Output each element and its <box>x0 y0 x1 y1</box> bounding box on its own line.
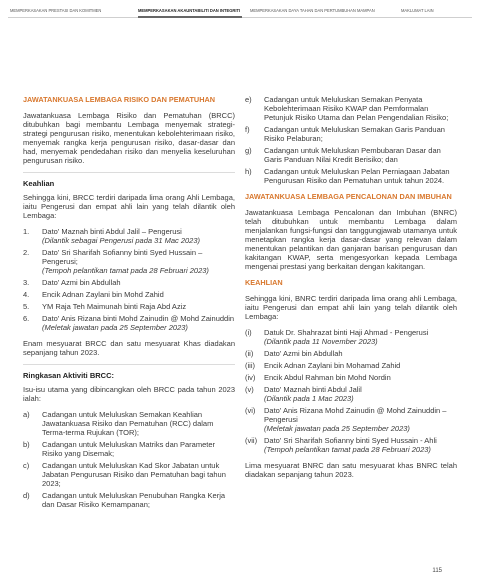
aktiviti-intro: Isu-isu utama yang dibincangkan oleh BRCC pada tahun 2023 ialah: <box>23 385 235 403</box>
nav-item-akauntabiliti[interactable]: MEMPERKASAKAN AKAUNTABILITI DAN INTEGRITI <box>138 8 241 13</box>
nav-item-maklumat-lain[interactable]: MAKLUMAT LAIN <box>401 8 434 13</box>
bnrc-meetings: Lima mesyuarat BNRC dan satu mesyuarat khas BNRC telah diadakan sepanjang tahun 2023. <box>245 461 457 479</box>
divider <box>23 172 235 173</box>
brcc-meetings: Enam mesyuarat BRCC dan satu mesyuarat Khas diadakan sepanjang tahun 2023. <box>23 339 235 357</box>
keahlian-heading: Keahlian <box>23 179 55 188</box>
section-heading-bnrc: JAWATANKUASA LEMBAGA PENCALONAN DAN IMBUHAN <box>245 192 452 201</box>
list-item: (vi) Dato' Anis Rizana Mohd Zainudin @ Mohd Zainuddin – Pengerusi (Meletak jawatan pada 25 September 2023) <box>245 406 447 433</box>
list-item: g) Cadangan untuk Meluluskan Pembubaran Dasar dan Garis Panduan Nilai Kredit Berisiko; dan <box>245 146 441 164</box>
aktiviti-heading: Ringkasan Aktiviti BRCC: <box>23 371 114 380</box>
list-item: 4. Encik Adnan Zaylani bin Mohd Zahid <box>23 290 164 299</box>
list-item: (vii) Dato' Sri Sharifah Sofianny binti Syed Hussain - Ahli (Tempoh pelantikan tamat pada 28 Februari 2023) <box>245 436 437 454</box>
list-item: h) Cadangan untuk Meluluskan Pelan Perniagaan Jabatan Pengurusan Risiko dan Pematuhan untuk tahun 2024. <box>245 167 450 185</box>
bnrc-keahlian-heading: KEAHLIAN <box>245 278 283 287</box>
page-number: 115 <box>432 568 442 574</box>
nav-item-prestasi[interactable]: MEMPERKASAKAN PRESTASI DAN KOMITMEN <box>10 8 102 13</box>
brcc-activity-list <box>23 410 235 509</box>
list-item: a) Cadangan untuk Meluluskan Semakan Keahlian Jawatankuasa Risiko dan Pematuhan (RCC) dalam Terma-terma Rujukan (TOR); <box>23 410 214 437</box>
brcc-member-list <box>23 227 235 332</box>
list-item: 2. Dato' Sri Sharifah Sofianny binti Syed Hussain – Pengerusi; (Tempoh pelantikan tamat pada 28 Februari 2023) <box>23 248 209 275</box>
list-item: b) Cadangan untuk Meluluskan Matriks dan Parameter Risiko yang Disemak; <box>23 440 216 458</box>
divider <box>23 364 235 365</box>
list-item: (iv) Encik Abdul Rahman bin Mohd Nordin <box>245 373 391 382</box>
right-column <box>245 95 457 486</box>
list-item: (ii) Dato' Azmi bin Abdullah <box>245 349 343 358</box>
section-heading-brcc: JAWATANKUASA LEMBAGA RISIKO DAN PEMATUHAN <box>23 95 216 104</box>
section-nav <box>8 8 472 20</box>
list-item: 1. Dato' Maznah binti Abdul Jalil – Pengerusi (Dilantik sebagai Pengerusi pada 31 Mac 2023) <box>23 227 201 245</box>
brcc-activity-list-cont <box>245 95 457 185</box>
bnrc-intro: Jawatankuasa Lembaga Pencalonan dan Imbuhan (BNRC) telah ditubuhkan untuk membantu Lembaga dalam menjalankan fungsi-fungsi dan tanggungjawab utamanya untuk menetapkan rangka kerja dasar-dasar yang relevan dalam menentukan pelantikan dan ganjaran barisan pengurusan dan kakitangan KWAP, serta mengesyorkan kepada Lembaga mengenai prestasi yang berkaitan dengan kakitangan. <box>245 208 457 271</box>
bnrc-member-list <box>245 328 457 454</box>
nav-active-indicator <box>138 16 242 18</box>
list-item: 6. Dato' Anis Rizana binti Mohd Zainudin @ Mohd Zainuddin (Meletak jawatan pada 25 September 2023) <box>23 314 235 332</box>
keahlian-intro: Sehingga kini, BRCC terdiri daripada lima orang Ahli Lembaga, iaitu Pengerusi dan empat ahli lain yang telah dilantik oleh Lembaga: <box>23 193 235 220</box>
nav-item-daya-tahan[interactable]: MEMPERKASAKAN DAYA TAHAN DAN PERTUMBUHAN MAMPAN <box>250 8 375 13</box>
list-item: 3. Dato' Azmi bin Abdullah <box>23 278 121 287</box>
list-item: e) Cadangan untuk Meluluskan Semakan Penyata Kebolehterimaan Risiko KWAP dan Pemformalan Petunjuk Risiko Utama dan Pelan Pengendalian Risiko; <box>245 95 449 122</box>
list-item: (i) Datuk Dr. Shahrazat binti Haji Ahmad - Pengerusi (Dilantik pada 11 November 2023) <box>245 328 429 346</box>
list-item: c) Cadangan untuk Meluluskan Kad Skor Jabatan untuk Jabatan Pengurusan Risiko dan Pematuhan bagi tahun 2023; <box>23 461 226 488</box>
bnrc-keahlian-intro: Sehingga kini, BNRC terdiri daripada lima orang ahli Lembaga, iaitu Pengerusi dan empat ahli lain yang telah dilantik oleh Lembaga: <box>245 294 457 321</box>
brcc-intro: Jawatankuasa Lembaga Risiko dan Pematuhan (BRCC) ditubuhkan bagi membantu Lembaga menyemak strategi-strategi pengurusan risiko, menentukan kebolehterimaan risiko, menyemak rangka kerja pengurusan risiko, dasar-dasar dan had, menyemak pendedahan risiko dan menyelia keseluruhan pengurusan risiko. <box>23 111 235 165</box>
list-item: d) Cadangan untuk Meluluskan Penubuhan Rangka Kerja dan Dasar Risiko Kemampanan; <box>23 491 226 509</box>
left-column <box>23 95 235 516</box>
list-item: 5. YM Raja Teh Maimunah binti Raja Abd Aziz <box>23 302 187 311</box>
list-item: (iii) Encik Adnan Zaylani bin Mohamad Zahid <box>245 361 401 370</box>
list-item: (v) Dato' Maznah binti Abdul Jalil (Dilantik pada 1 Mac 2023) <box>245 385 362 403</box>
list-item: f) Cadangan untuk Meluluskan Semakan Garis Panduan Risiko Pelaburan; <box>245 125 445 143</box>
